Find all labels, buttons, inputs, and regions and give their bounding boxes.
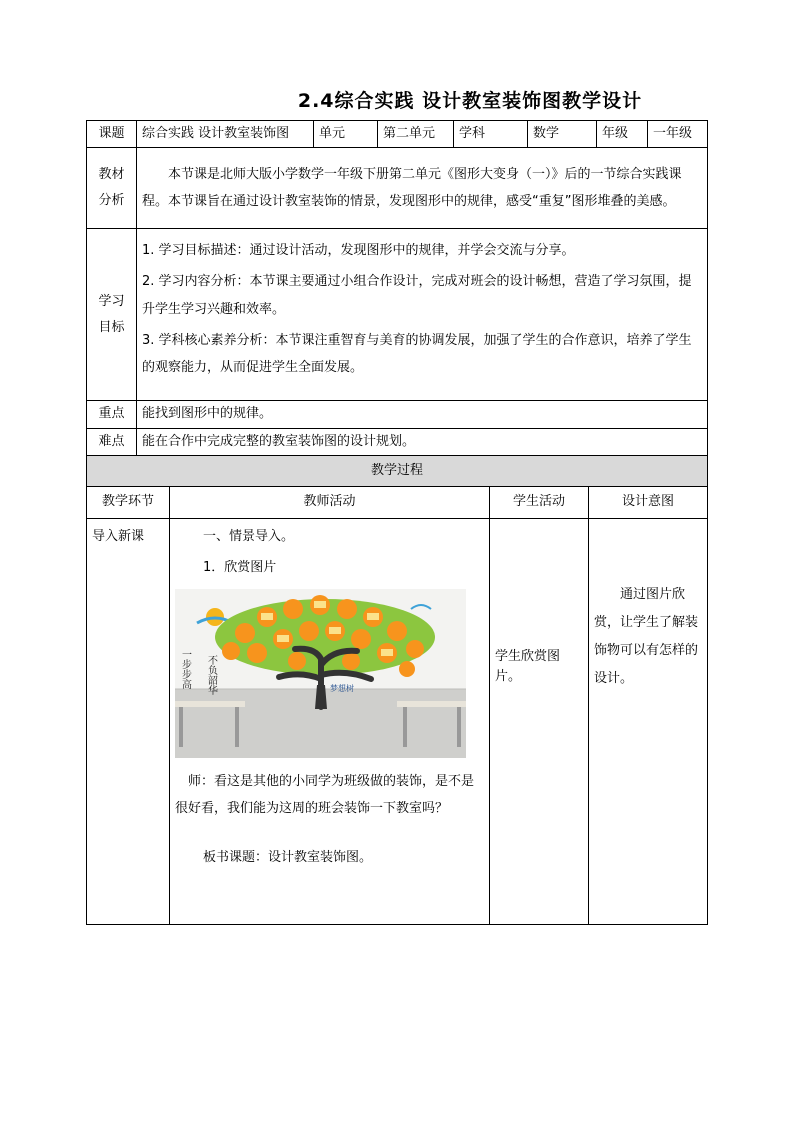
photo-text-mid: 不负韶华 [205, 654, 217, 695]
column-header-stage: 教学环节 [87, 487, 170, 519]
goal-item: 1. 学习目标描述：通过设计活动，发现图形中的规律，并学会交流与分享。 [142, 243, 575, 258]
column-header-teacher: 教师活动 [170, 487, 490, 519]
classroom-decoration-photo [175, 589, 466, 758]
grade-value: 一年级 [648, 121, 708, 148]
unit-value: 第二单元 [378, 121, 454, 148]
key-value: 能找到图形中的规律。 [137, 401, 708, 429]
difficulty-value: 能在合作中完成完整的教室装饰图的设计规划。 [137, 429, 708, 456]
photo-text-sign: 梦想树 [330, 683, 354, 693]
topic-value: 综合实践 设计教室装饰图 [137, 121, 314, 148]
teacher-line: 板书课题：设计教室装饰图。 [203, 850, 373, 866]
goals-label: 学习 目标 [87, 229, 137, 401]
key-label: 重点 [87, 401, 137, 429]
info-table [86, 120, 708, 456]
stage-cell: 导入新课 [87, 519, 170, 925]
process-table [86, 455, 708, 925]
difficulty-label: 难点 [87, 429, 137, 456]
topic-label: 课题 [87, 121, 137, 148]
grade-label: 年级 [597, 121, 648, 148]
goal-item: 3. 学科核心素养分析：本节课注重智育与美育的协调发展，加强了学生的合作意识，培养了学生的观察能力，从而促进学生全面发展。 [142, 332, 692, 376]
teacher-line: 一、情景导入。 [203, 529, 295, 544]
tree-decoration-illustration [175, 589, 466, 758]
subject-label: 学科 [454, 121, 528, 148]
process-header: 教学过程 [87, 456, 708, 487]
teacher-activity-cell [170, 519, 490, 925]
unit-label: 单元 [314, 121, 378, 148]
teacher-line: 师：看这是其他的小同学为班级做的装饰，是不是很好看，我们能为这周的班会装饰一下教室吗？ [175, 773, 475, 816]
column-header-student: 学生活动 [490, 487, 589, 519]
teacher-line: 1．欣赏图片 [203, 559, 277, 575]
design-intent-cell: 通过图片欣赏，让学生了解装饰物可以有怎样的设计。 [589, 519, 708, 925]
column-header-intent: 设计意图 [589, 487, 708, 519]
material-label: 教材 分析 [87, 148, 137, 229]
goal-item: 2. 学习内容分析：本节课主要通过小组合作设计，完成对班会的设计畅想，营造了学习氛围，提升学生学习兴趣和效率。 [142, 274, 692, 317]
document-title: 2.4综合实践 设计教室装饰图教学设计 [297, 90, 643, 112]
subject-value: 数学 [528, 121, 597, 148]
photo-text-left: 一步步高 [179, 648, 191, 689]
material-text: 本节课是北师大版小学数学一年级下册第二单元《图形大变身（一）》后的一节综合实践课程。本节课旨在通过设计教室装饰的情景，发现图形中的规律，感受“重复”图形堆叠的美感。 [142, 166, 682, 209]
student-activity-cell: 学生欣赏图片。 [490, 519, 589, 925]
